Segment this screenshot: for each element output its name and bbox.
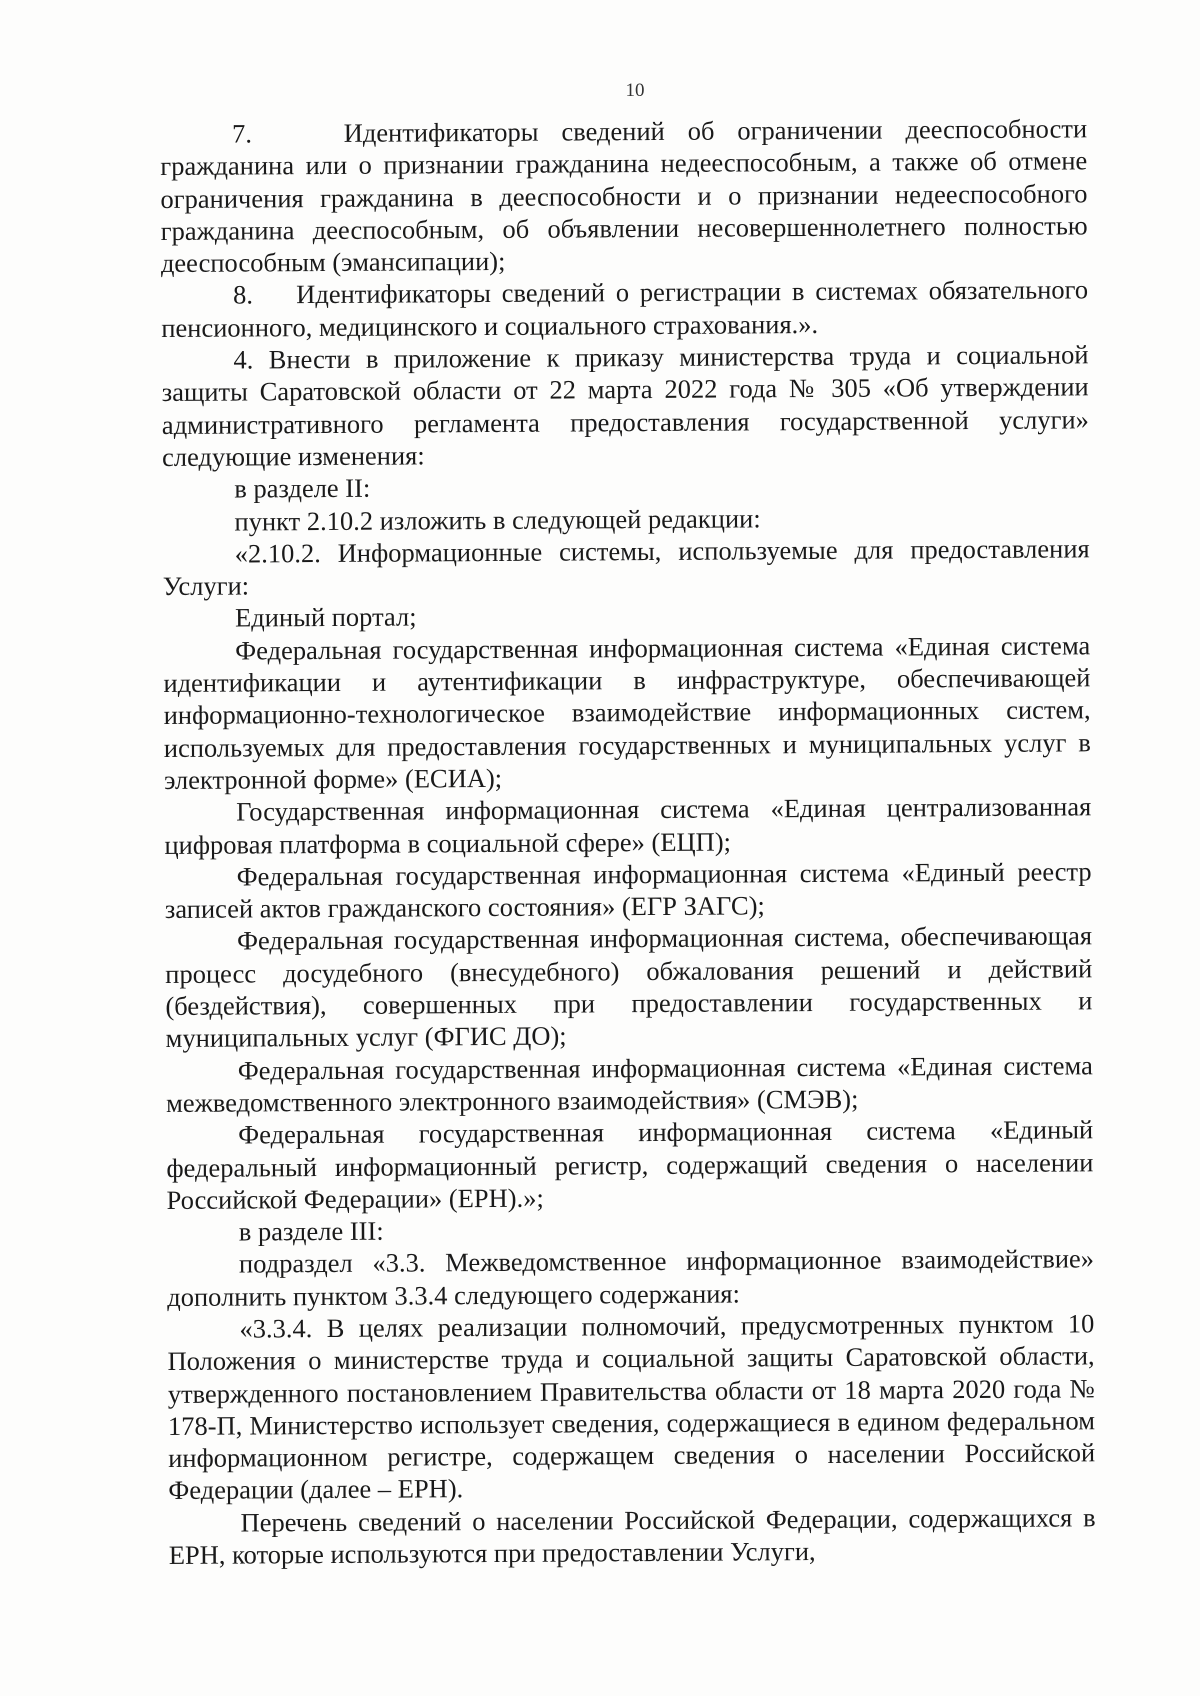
document-body: [160, 112, 1096, 1571]
paragraph-point-3-3-4: «3.3.4. В целях реализации полномочий, предусмотренных пунктом 10 Положения о министерстве труда и социальной защиты Саратовской области, утвержденного постановлением Правительства области от 18 марта 2020 года № 178-П, Министерство использует сведения, содержащиеся в едином федеральном информационном регистре, содержащем сведения о населении Российской Федерации (далее – ЕРН).: [167, 1308, 1096, 1506]
paragraph-section-ii: в разделе II:: [234, 472, 371, 504]
paragraph-point-2-10-2: пункт 2.10.2 изложить в следующей редакции:: [234, 502, 761, 537]
paragraph-ecp: Государственная информационная система «Единая централизованная цифровая платформа в социальной сфере» (ЕЦП);: [164, 791, 1092, 860]
paragraph-ern: Федеральная государственная информационная система «Единый федеральный информационный регистр, содержащий сведения о населении Российской Федерации» (ЕРН).»;: [166, 1114, 1094, 1215]
paragraph-section-iii: в разделе III:: [238, 1215, 384, 1247]
paragraph-unified-portal: Единый портал;: [234, 601, 417, 634]
paragraph-egr-zags: Федеральная государственная информационная система «Единый реестр записей актов гражданского состояния» (ЕГР ЗАГС);: [164, 856, 1092, 925]
paragraph-item-8: 8. Идентификаторы сведений о регистрации в системах обязательного пенсионного, медицинского и социального страхования.».: [161, 274, 1089, 343]
paragraph-section-4: 4. Внести в приложение к приказу министерства труда и социальной защиты Саратовской области от 22 марта 2022 года № 305 «Об утверждении административного регламента предоставления государственной услуги» следующие изменения:: [161, 339, 1089, 472]
paragraph-item-7: 7. Идентификаторы сведений об ограничении дееспособности гражданина или о признании гражданина недееспособным, а также об отмене ограничения гражданина в дееспособности и о признании недееспособного гражданина дееспособным, об объявлении несовершеннолетнего полностью дееспособным (эмансипации);: [160, 113, 1088, 279]
paragraph-ern-list: Перечень сведений о населении Российской Федерации, содержащихся в ЕРН, которые используются при предоставлении Услуги,: [168, 1502, 1096, 1571]
paragraph-esia: Федеральная государственная информационная система «Единая система идентификации и аутентификации в инфраструктуре, обеспечивающей информационно-технологическое взаимодействие информационных систем, используемых для предоставления государственных и муниципальных услуг в электронной форме» (ЕСИА);: [163, 630, 1091, 795]
paragraph-subsection-3-3: подраздел «3.3. Межведомственное информационное взаимодействие» дополнить пунктом 3.3.4 следующего содержания:: [167, 1243, 1095, 1312]
paragraph-smev: Федеральная государственная информационная система «Единая система межведомственного электронного взаимодействия» (СМЭВ);: [165, 1049, 1093, 1118]
page-number: 10: [625, 80, 645, 101]
paragraph-info-systems: «2.10.2. Информационные системы, используемые для предоставления Услуги:: [162, 533, 1090, 602]
paragraph-fgis-do: Федеральная государственная информационная система, обеспечивающая процесс досудебного (внесудебного) обжалования решений и действий (бездействия), совершенных при предоставлении государственных и муниципальных услуг (ФГИС ДО);: [165, 920, 1093, 1054]
